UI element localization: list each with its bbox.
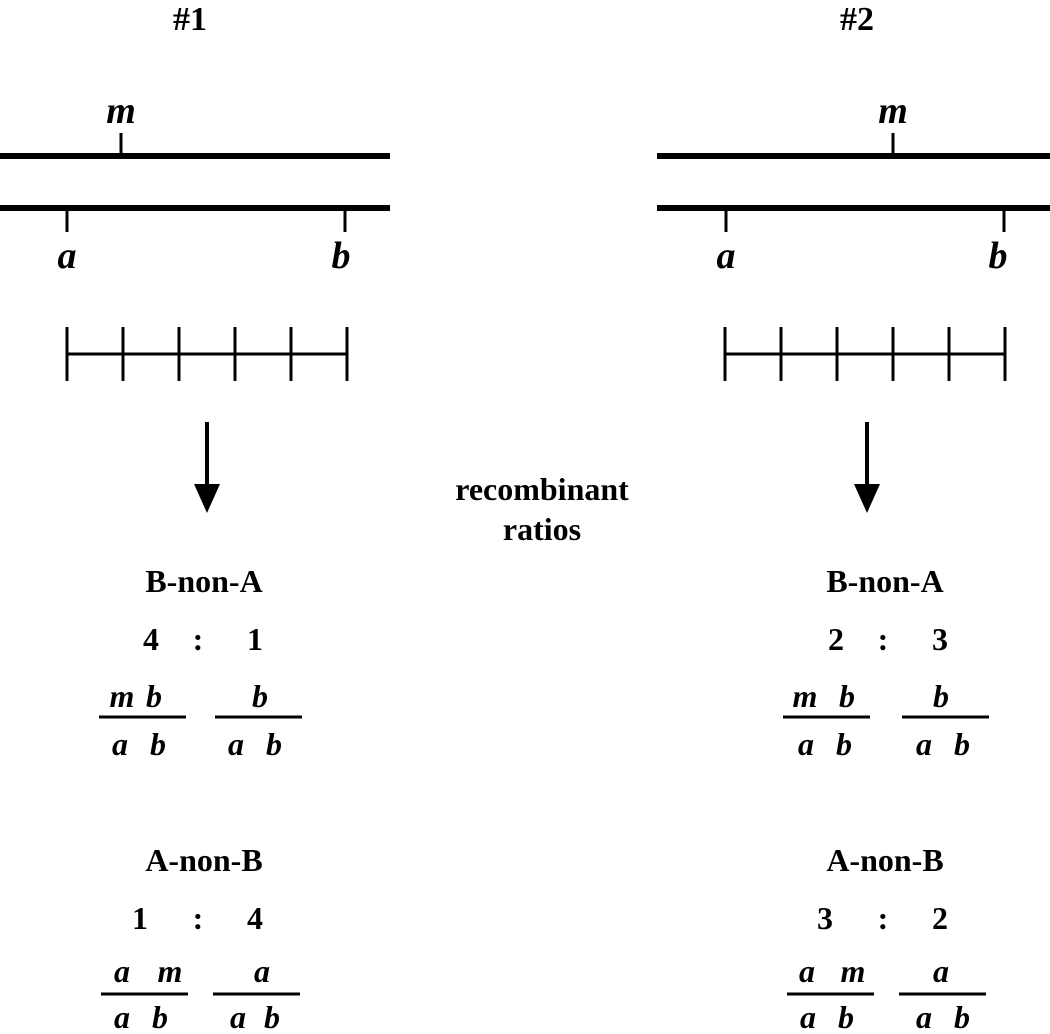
numerator-b: b (933, 678, 949, 714)
numerator-b: b (252, 678, 268, 714)
marker-a-label: a (716, 235, 736, 277)
fraction-right (899, 953, 986, 1034)
group-heading: B-non-A (826, 563, 944, 599)
marker-m-label: m (106, 90, 136, 132)
denominator-a: a (114, 999, 130, 1034)
panel-2 (657, 1, 1050, 1034)
denominator-a: a (916, 999, 932, 1034)
ratio (817, 900, 948, 936)
panel-title: #2 (840, 1, 874, 38)
panel-title: #1 (173, 1, 207, 38)
denominator-b: b (152, 999, 168, 1034)
numerator-b: b (146, 678, 162, 714)
marker-m-label: m (878, 90, 908, 132)
group-heading: B-non-A (145, 563, 263, 599)
ratio-right: 1 (247, 621, 263, 657)
ratio (143, 621, 263, 657)
marker-b-label: b (988, 235, 1008, 277)
fraction-left (99, 678, 186, 762)
denominator-a: a (800, 999, 816, 1034)
interval-scale (67, 327, 347, 381)
numerator-m: m (157, 953, 183, 989)
numerator-a: a (799, 953, 815, 989)
denominator-b: b (264, 999, 280, 1034)
center-label (455, 471, 629, 547)
numerator-a: a (933, 953, 949, 989)
denominator-a: a (798, 726, 814, 762)
ratio (828, 621, 948, 657)
ratio-left: 1 (132, 900, 148, 936)
fraction-left (787, 953, 874, 1034)
fraction-left (101, 953, 188, 1034)
fraction-right (902, 678, 989, 762)
denominator-b: b (954, 999, 970, 1034)
ratio-right: 3 (932, 621, 948, 657)
fraction-right (215, 678, 302, 762)
numerator-b: b (839, 678, 855, 714)
denominator-b: b (266, 726, 282, 762)
group-heading: A-non-B (826, 842, 944, 878)
center-label-line-1: recombinant (455, 471, 629, 507)
interval-scale (725, 327, 1005, 381)
denominator-b: b (838, 999, 854, 1034)
denominator-b: b (836, 726, 852, 762)
ratio (132, 900, 263, 936)
group-b-non-a (99, 563, 302, 762)
ratio-left: 4 (143, 621, 159, 657)
denominator-a: a (230, 999, 246, 1034)
numerator-a: a (114, 953, 130, 989)
group-heading: A-non-B (145, 842, 263, 878)
ratio-right: 4 (247, 900, 263, 936)
denominator-a: a (228, 726, 244, 762)
down-arrow-icon (194, 422, 220, 513)
center-label-line-2: ratios (502, 511, 582, 547)
marker-a-label: a (57, 235, 77, 277)
denominator-a: a (112, 726, 128, 762)
group-b-non-a (783, 563, 989, 762)
fraction-right (213, 953, 300, 1034)
ratio-left: 2 (828, 621, 844, 657)
ratio-separator: : (192, 621, 204, 657)
numerator-m: m (109, 678, 135, 714)
panel-1 (0, 1, 390, 1034)
group-a-non-b (787, 842, 986, 1034)
fraction-left (783, 678, 870, 762)
group-a-non-b (101, 842, 300, 1034)
denominator-b: b (954, 726, 970, 762)
down-arrow-icon (854, 422, 880, 513)
denominator-a: a (916, 726, 932, 762)
ratio-separator: : (877, 621, 889, 657)
ratio-separator: : (192, 900, 204, 936)
denominator-b: b (150, 726, 166, 762)
ratio-separator: : (877, 900, 889, 936)
ratio-left: 3 (817, 900, 833, 936)
marker-b-label: b (331, 235, 351, 277)
numerator-a: a (254, 953, 270, 989)
numerator-m: m (840, 953, 866, 989)
numerator-m: m (792, 678, 818, 714)
ratio-right: 2 (932, 900, 948, 936)
